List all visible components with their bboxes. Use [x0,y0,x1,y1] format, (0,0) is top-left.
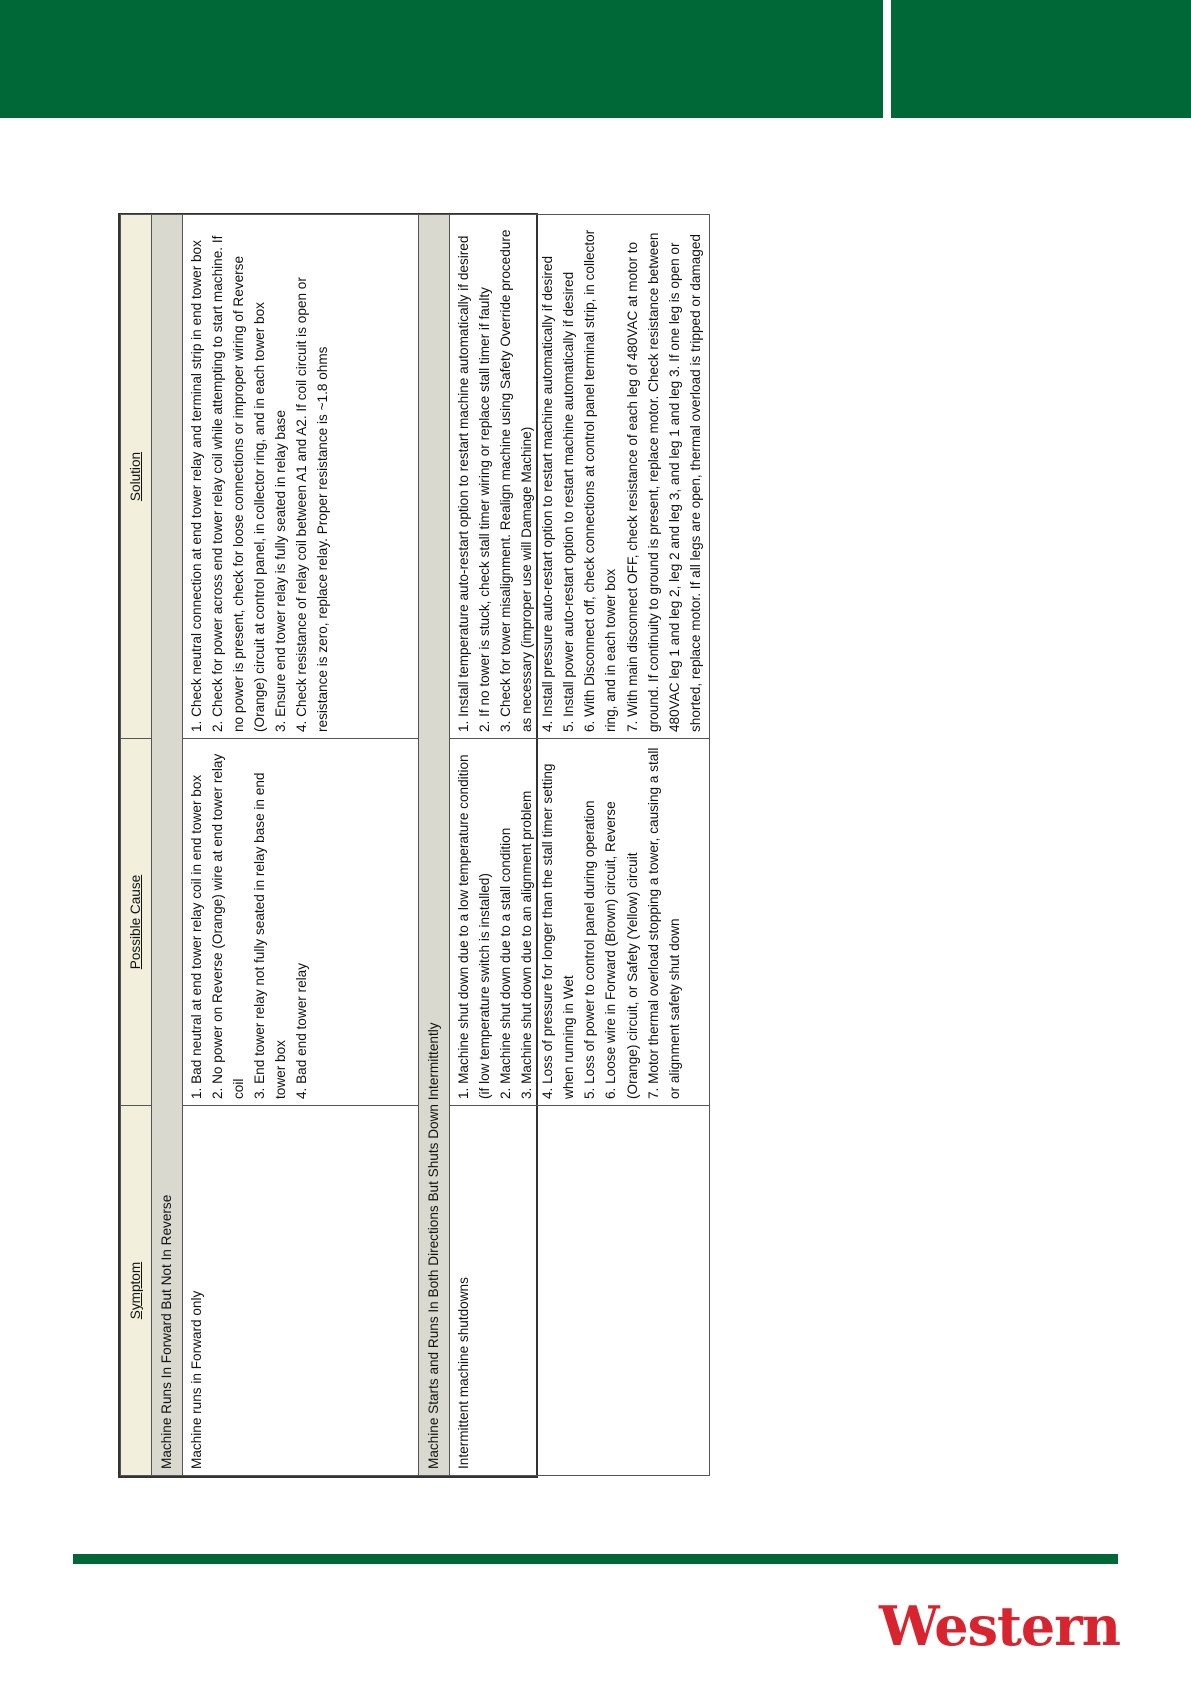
cause-item: 4. Bad end tower relay [294,962,310,1099]
solution-item: 2. Check for power across end tower relay coil while attempting to start machine. If no power is present, check for loose connections or improper wiring of Reverse (Orange) circuit at control panel, in collector ring, and in each tower box [210,235,268,732]
header-band [0,0,1191,118]
cause-cell [450,739,710,1106]
solution-item: 4. Install pressure auto-restart option to restart machine automatically if desired [540,255,556,732]
cause-item: 2. No power on Reverse (Orange) wire at end tower relay coil [210,753,247,1099]
cause-item: 2. Machine shut down due to a stall condition [498,827,514,1099]
cause-item: 3. Machine shut down due to an alignment problem [519,790,535,1099]
footer-bar [73,1554,1118,1564]
symptom-cell: Machine runs in Forward only [183,1106,419,1476]
section-title: Machine Runs In Forward But Not In Reverse [152,215,183,1476]
symptom-cell: Intermittent machine shutdowns [450,1106,710,1476]
solution-item: 3. Check for tower misalignment. Realign machine using Safety Override procedure as necessary (improper use will Damage Machine) [498,229,535,732]
solution-cell [183,215,419,739]
cause-item: 1. Bad neutral at end tower relay coil in end tower box [189,774,204,1099]
section-row [152,215,183,1476]
header-solution: Solution [121,215,152,739]
cause-item: 3. End tower relay not fully seated in relay base in end tower box [252,772,289,1099]
table-row [450,215,710,1476]
solution-item: 3. Ensure end tower relay is fully seated in relay base [273,410,289,732]
header-possible-cause: Possible Cause [121,739,152,1106]
troubleshooting-table [118,213,703,1478]
cause-item: 6. Loose wire in Forward (Brown) circuit, Reverse (Orange) circuit, or Safety (Yellow) circuit [603,801,640,1099]
cause-item: 5. Loss of power to control panel during operation [582,800,598,1099]
solution-item: 6. With Disconnect off, check connections at control panel terminal strip, in collector ring, and in each tower box [582,229,619,732]
cause-cell [183,739,419,1106]
table-row [183,215,419,1476]
solution-item: 7. With main disconnect OFF, check resistance of each leg of 480VAC at motor to ground. If continuity to ground is present, replace motor. Check resistance between 480VAC leg 1 and leg 2, leg 2 and leg 3, and leg 1 and leg 3. If one leg is open or shorted, replace motor. If all legs are open, thermal overload is tripped or damaged [624,232,703,732]
header-divider [883,0,891,118]
cause-item: 4. Loss of pressure for longer than the stall timer setting when running in Wet [540,763,577,1099]
solution-item: 5. Install power auto-restart option to restart machine automatically if desired [561,271,577,732]
solution-item: 1. Check neutral connection at end tower relay and terminal strip in end tower box [189,240,204,732]
section-row [419,215,450,1476]
cause-item: 7. Motor thermal overload stopping a tower, causing a stall or alignment safety shut down [645,747,682,1099]
western-logo: Western [878,1594,1120,1658]
solution-cell [450,215,710,739]
header-symptom: Symptom [121,1106,152,1476]
solution-item: 2. If no tower is stuck, check stall timer wiring or replace stall timer if faulty [477,287,493,732]
solution-item: 4. Check resistance of relay coil between A1 and A2. If coil circuit is open or resistance is zero, replace relay. Proper resistance is ~1.8 ohms [294,277,331,732]
table-header-row [121,215,152,1476]
section-title: Machine Starts and Runs In Both Directions But Shuts Down Intermittently [419,215,450,1476]
table [120,214,710,1476]
cause-item: 1. Machine shut down due to a low temperature condition (if low temperature switch is installed) [456,754,493,1099]
solution-item: 1. Install temperature auto-restart option to restart machine automatically if desired [456,235,471,732]
